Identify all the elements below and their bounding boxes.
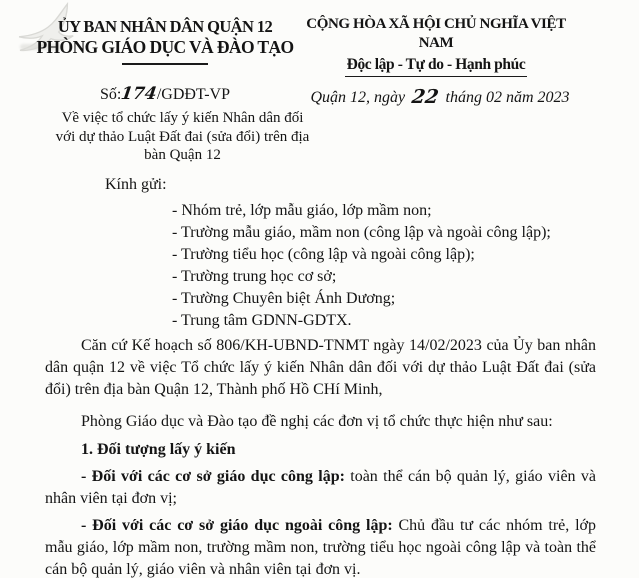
document-number-prefix: Số: [99,86,122,103]
document-number-handwritten: 174 [119,84,159,104]
national-motto-block [300,15,572,77]
bullet-nonpublic-schools [45,515,596,578]
section-heading-1: 1. Đối tượng lấy ý kiến [81,441,236,458]
issuing-authority-block [30,16,300,65]
national-motto: Độc lập - Tự do - Hạnh phúc [345,55,528,77]
paragraph-request: Phòng Giáo dục và Đào tạo đề nghị các đơn vị tổ chức thực hiện như sau: [81,413,553,430]
letter-body [45,174,596,578]
recipient-list [172,200,596,332]
document-number [30,84,300,104]
dateline-suffix: tháng 02 năm 2023 [445,89,570,106]
bullet-public-schools-lead: - Đối với các cơ sở giáo dục công lập: [81,468,345,485]
recipient-item: - Trung tâm GDNN-GDTX. [172,312,352,329]
document-subject: Về việc tổ chức lấy ý kiến Nhân dân đối với dự thảo Luật Đất đai (sửa đổi) trên địa bàn Quận 12 [55,110,310,163]
place-and-date [305,85,575,107]
issuing-authority-parent: ỦY BAN NHÂN DÂN QUẬN 12 [57,17,273,36]
bullet-public-schools-text: toàn thể cán bộ quản lý, giáo viên và nhân viên tại đơn vị; [45,468,596,507]
bullet-nonpublic-schools-text: Chủ đầu tư các nhóm trẻ, lớp mẫu giáo, lớp mầm non, trường mầm non, trường tiểu học ngoài công lập và toàn thể cán bộ quản lý, giáo viên và nhân viên tại đơn vị. [45,517,596,578]
recipient-item: - Trường trung học cơ sở; [172,268,337,285]
recipient-item: - Trường mẫu giáo, mầm non (công lập và ngoài công lập); [172,224,551,241]
national-title: CỘNG HÒA XÃ HỘI CHỦ NGHĨA VIỆT NAM [306,16,566,51]
bullet-public-schools [45,466,596,510]
document-number-suffix: /GDĐT-VP [156,86,231,103]
dateline-day-handwritten: 22 [410,86,441,108]
issuing-authority-underline [122,63,208,65]
recipient-item: - Trường Chuyên biệt Ánh Dương; [172,290,396,307]
salutation: Kính gửi: [105,176,167,193]
bullet-nonpublic-schools-lead: - Đối với các cơ sở giáo dục ngoài công lập: [81,517,393,534]
recipient-item: - Trường tiểu học (công lập và ngoài công lập); [172,246,475,263]
paragraph-legal-basis: Căn cứ Kế hoạch số 806/KH-UBND-TNMT ngày 14/02/2023 của Ủy ban nhân dân quận 12 về việc Tổ chức lấy ý kiến Nhân dân đối với dự thảo Luật Đất đai (sửa đổi) trên địa bàn Quận 12, Thành phố Hồ CHí Minh, [45,337,596,398]
recipient-item: - Nhóm trẻ, lớp mẫu giáo, lớp mầm non; [172,202,432,219]
dateline-prefix: Quận 12, ngày [310,89,406,106]
issuing-authority-name: PHÒNG GIÁO DỤC VÀ ĐÀO TẠO [36,37,294,57]
